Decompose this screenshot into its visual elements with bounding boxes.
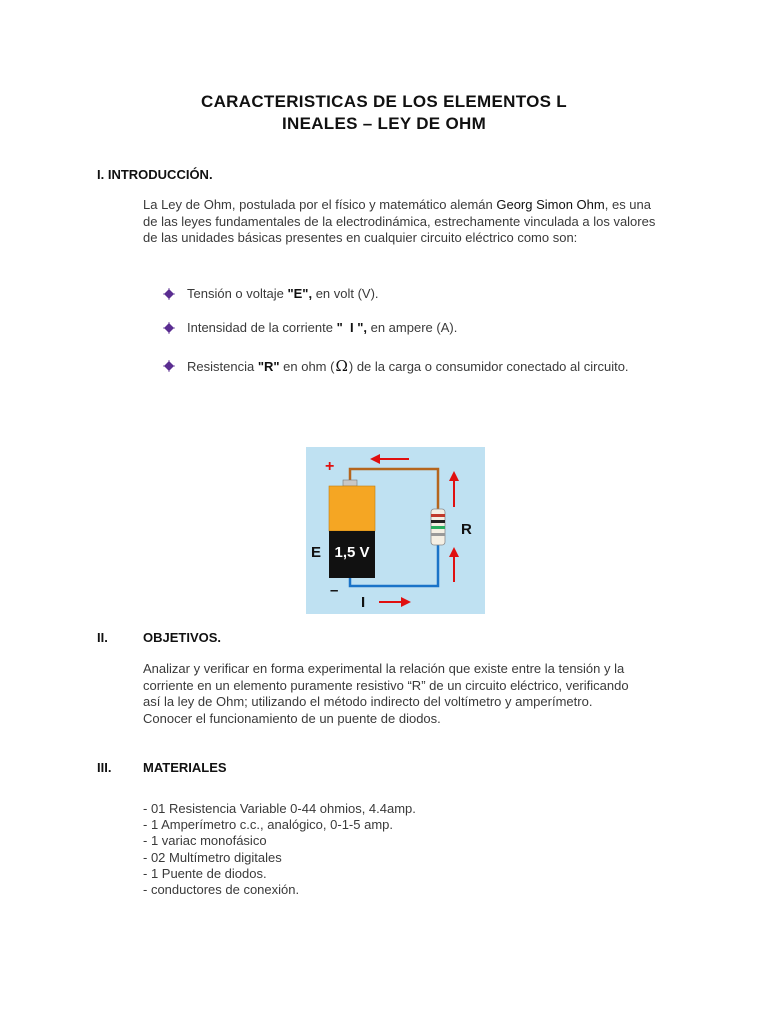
objectives-heading: OBJETIVOS. <box>143 630 222 645</box>
objectives-line: así la ley de Ohm; utilizando el método indirecto del voltímetro y amperímetro. <box>143 694 593 709</box>
list-item: - 02 Multímetro digitales <box>143 849 282 865</box>
list-item-current <box>163 320 457 335</box>
list-item: - 01 Resistencia Variable 0-44 ohmios, 4.4amp. <box>143 801 416 816</box>
voltage-text: Tensión o voltaje "E", en volt (V). <box>187 286 379 301</box>
battery-top <box>329 486 375 531</box>
intro-heading: I. INTRODUCCIÓN. <box>97 167 213 182</box>
ohm-circuit-figure <box>306 447 485 614</box>
resistor-band-3 <box>431 526 445 529</box>
plus-sign: + <box>325 458 335 475</box>
list-item-resistance <box>163 357 629 375</box>
resistor-label: R <box>461 521 472 538</box>
objectives-number: II. <box>97 630 108 645</box>
resistor-band-4 <box>431 533 445 536</box>
document-title-line-1: CARACTERISTICAS DE LOS ELEMENTOS L <box>201 92 567 111</box>
resistor-band-2 <box>431 520 445 523</box>
battery-terminal <box>343 480 357 486</box>
document-title-line-2: INEALES – LEY DE OHM <box>281 114 487 133</box>
diamond-bullet-icon <box>163 360 187 372</box>
intro-line-3: de las unidades básicas presentes en cualquier circuito eléctrico como son: <box>143 230 578 245</box>
intro-line-2: de las leyes fundamentales de la electrodinámica, estrechamente vinculada a los valores <box>143 213 656 229</box>
materials-list <box>143 801 416 898</box>
emf-label: E <box>311 544 322 561</box>
diamond-bullet-icon <box>163 322 187 334</box>
minus-sign: – <box>330 582 339 599</box>
intro-text-before-name: La Ley de Ohm, postulada por el físico y matemático alemán <box>143 197 497 212</box>
list-item: - conductores de conexión. <box>143 882 300 898</box>
resistor-band-1 <box>431 514 445 517</box>
battery-voltage-label: 1,5 V <box>334 544 370 561</box>
objectives-line: Analizar y verificar en forma experimental la relación que existe entre la tensión y la <box>143 661 625 676</box>
objectives-line: corriente en un elemento puramente resistivo “R” de un circuito eléctrico, verificando <box>143 677 629 693</box>
objectives-line: Conocer el funcionamiento de un puente de diodos. <box>143 710 441 726</box>
list-item: - 1 variac monofásico <box>143 833 267 849</box>
intro-paragraph <box>143 197 703 247</box>
current-text: Intensidad de la corriente " I ", en ampere (A). <box>187 320 458 335</box>
list-item: - 1 Puente de diodos. <box>143 865 267 881</box>
current-label: I <box>361 594 366 611</box>
resistance-text: Resistencia "R" en ohm (Ω) de la carga o consumidor conectado al circuito. <box>187 357 629 375</box>
materials-heading: MATERIALES <box>143 760 227 775</box>
intro-text-after-name: , es una <box>604 197 651 212</box>
list-item-voltage <box>163 286 379 301</box>
objectives-paragraph <box>143 661 703 727</box>
diamond-bullet-icon <box>163 288 187 300</box>
scientist-name: Georg Simon Ohm <box>496 197 605 212</box>
materials-number: III. <box>97 760 112 775</box>
omega-symbol: Ω <box>335 357 348 375</box>
list-item: - 1 Amperímetro c.c., analógico, 0-1-5 amp. <box>143 817 393 833</box>
